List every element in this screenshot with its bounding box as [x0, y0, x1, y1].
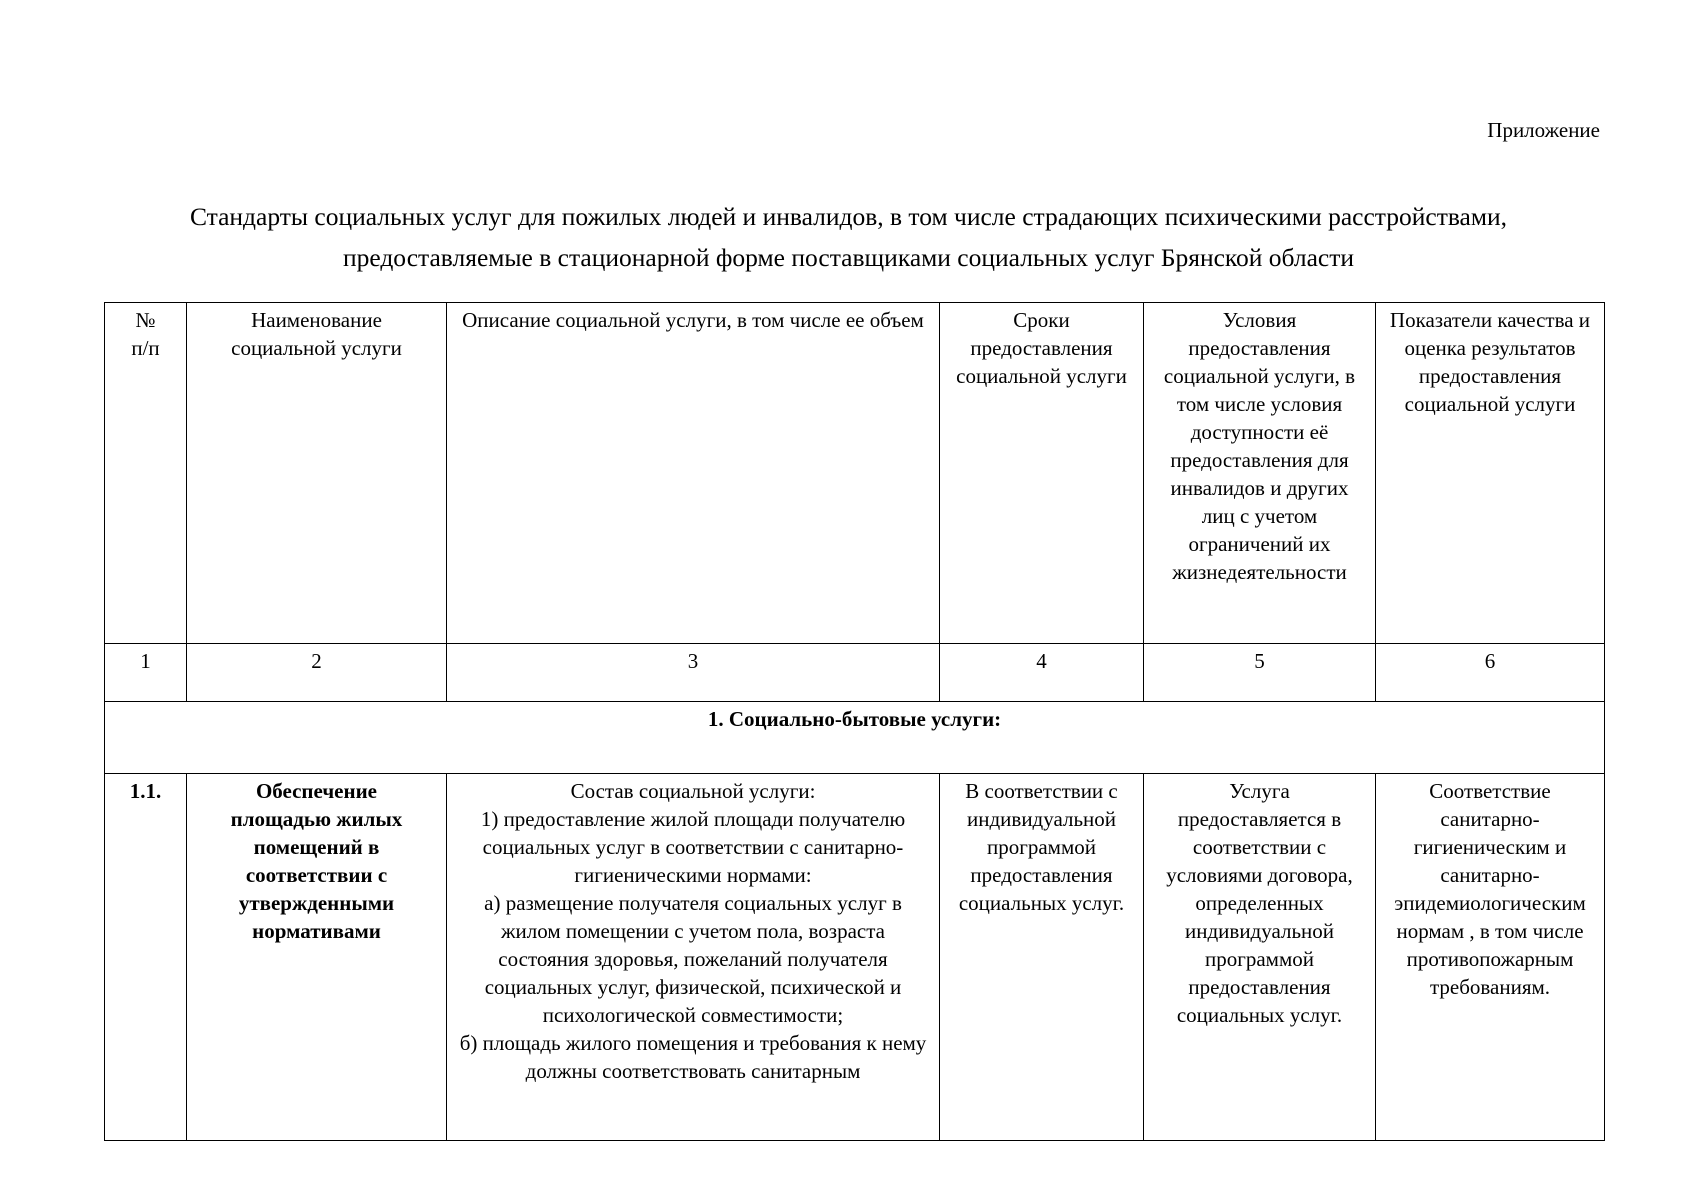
description-item-b: б) площадь жилого помещения и требования к нему должны соответствовать санитарным	[459, 1031, 927, 1083]
column-number-4: 4	[940, 644, 1144, 702]
column-number-1: 1	[105, 644, 187, 702]
service-quality: Соответствие санитарно-гигиеническим и санитарно-эпидемиологическим нормам , в том числе противопожарным требованиям.	[1376, 774, 1605, 1141]
header-terms: Сроки предоставления социальной услуги	[940, 303, 1144, 644]
table-header-row	[105, 303, 1605, 644]
document-title-line-1: Стандарты социальных услуг для пожилых людей и инвалидов, в том числе страдающих психическими расстройствами,	[189, 202, 1508, 231]
service-number: 1.1.	[105, 774, 187, 1141]
service-name: Обеспечение площадью жилых помещений в соответствии с утвержденными нормативами	[187, 774, 447, 1141]
service-terms: В соответствии с индивидуальной программой предоставления социальных услуг.	[940, 774, 1144, 1141]
standards-table	[104, 302, 1605, 1141]
table-row	[105, 774, 1605, 1141]
column-number-3: 3	[447, 644, 940, 702]
header-conditions: Условия предоставления социальной услуги, в том числе условия доступности её предоставления для инвалидов и других лиц с учетом ограничений их жизнедеятельности	[1144, 303, 1376, 644]
description-intro: Состав социальной услуги:	[570, 779, 816, 803]
header-service-name: Наименование социальной услуги	[187, 303, 447, 644]
document-title-line-2: предоставляемые в стационарной форме поставщиками социальных услуг Брянской области	[342, 243, 1355, 272]
section-row	[105, 702, 1605, 774]
section-title: 1. Социально-бытовые услуги:	[105, 702, 1605, 774]
service-conditions: Услуга предоставляется в соответствии с условиями договора, определенных индивидуальной программой предоставления социальных услуг.	[1144, 774, 1376, 1141]
column-number-2: 2	[187, 644, 447, 702]
document-title	[100, 196, 1597, 278]
description-item-a: а) размещение получателя социальных услуг в жилом помещении с учетом пола, возраста состояния здоровья, пожеланий получателя социальных услуг, физической, психической и психологической совместимости;	[484, 891, 902, 1027]
appendix-label: Приложение	[1487, 118, 1600, 142]
service-description	[447, 774, 940, 1141]
header-number: № п/п	[105, 303, 187, 644]
header-description: Описание социальной услуги, в том числе ее объем	[447, 303, 940, 644]
column-number-6: 6	[1376, 644, 1605, 702]
column-numbers-row	[105, 644, 1605, 702]
description-item-1: 1) предоставление жилой площади получателю социальных услуг в соответствии с санитарно-гигиеническими нормами:	[480, 807, 906, 887]
column-number-5: 5	[1144, 644, 1376, 702]
header-quality: Показатели качества и оценка результатов предоставления социальной услуги	[1376, 303, 1605, 644]
